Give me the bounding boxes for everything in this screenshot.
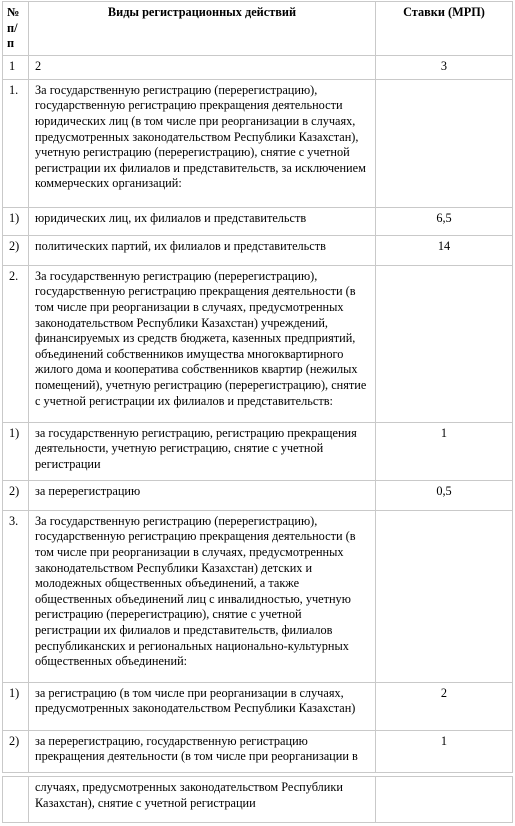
row-num: 1. [3, 79, 29, 207]
row-text: За государственную регистрацию (перерегистрацию), государственную регистрацию прекращения деятельности (в том числе при реорганизации в случаях, предусмотренных законодательством Республики Казахстан) детских и молодежных общественных объединений, а также общественных объединений лиц с инвалидностью, учетную регистрацию (перерегистрацию), снятие с учетной регистрации их филиалов и представительств, филиалов республиканских и региональных национально-культурных общественных объединений: [29, 510, 376, 682]
registration-rates-table [2, 1, 513, 773]
row-text: за перерегистрацию, государственную регистрацию прекращения деятельности (в том числе при реорганизации в [29, 730, 376, 772]
row-num: 1 [3, 55, 29, 79]
table-row [3, 682, 513, 730]
row-rate [376, 777, 513, 823]
row-num: 2) [3, 730, 29, 772]
row-num: 2) [3, 235, 29, 265]
table-row [3, 207, 513, 235]
row-num: 3. [3, 510, 29, 682]
table-row [3, 265, 513, 422]
row-num: 1) [3, 207, 29, 235]
table-row [3, 422, 513, 480]
row-text: за перерегистрацию [29, 480, 376, 510]
row-text: 2 [29, 55, 376, 79]
row-rate [376, 265, 513, 422]
row-num: 1) [3, 422, 29, 480]
row-rate: 6,5 [376, 207, 513, 235]
row-num: 1) [3, 682, 29, 730]
row-rate: 0,5 [376, 480, 513, 510]
row-text: За государственную регистрацию (перерегистрацию), государственную регистрацию прекращения деятельности юридических лиц (в том числе при реорганизации в случаях, предусмотренных законодательством Республики Казахстан), учетную регистрацию (перерегистрацию), снятие с учетной регистрации их филиалов и представительств, за исключением коммерческих организаций: [29, 79, 376, 207]
table-row [3, 79, 513, 207]
row-rate: 3 [376, 55, 513, 79]
row-rate [376, 510, 513, 682]
row-num: 2. [3, 265, 29, 422]
registration-rates-table-continued [2, 776, 513, 823]
row-num [3, 777, 29, 823]
row-text: случаях, предусмотренных законодательством Республики Казахстан), снятие с учетной регистрации [29, 777, 376, 823]
header-rate: Ставки (МРП) [376, 2, 513, 56]
header-num: № п/п [3, 2, 29, 56]
table-row-continued [3, 777, 513, 823]
table-row [3, 235, 513, 265]
table-row [3, 510, 513, 682]
row-num: 2) [3, 480, 29, 510]
row-text: за регистрацию (в том числе при реорганизации в случаях, предусмотренных законодательством Республики Казахстан) [29, 682, 376, 730]
row-rate: 1 [376, 730, 513, 772]
row-text: за государственную регистрацию, регистрацию прекращения деятельности, учетную регистрацию, снятие с учетной регистрации [29, 422, 376, 480]
row-rate: 14 [376, 235, 513, 265]
row-rate: 2 [376, 682, 513, 730]
table-row [3, 730, 513, 772]
row-rate [376, 79, 513, 207]
header-name: Виды регистрационных действий [29, 2, 376, 56]
table-row [3, 480, 513, 510]
table-row [3, 55, 513, 79]
row-text: политических партий, их филиалов и представительств [29, 235, 376, 265]
row-text: За государственную регистрацию (перерегистрацию), государственную регистрацию прекращения деятельности (в том числе при реорганизации в случаях, предусмотренных законодательством Республики Казахстан) учреждений, финансируемых из средств бюджета, казенных предприятий, объединений собственников имущества многоквартирного жилого дома и кооператива собственников квартир (нежилых помещений), учетную регистрацию (перерегистрацию), снятие с учетной регистрации их филиалов и представительств: [29, 265, 376, 422]
row-text: юридических лиц, их филиалов и представительств [29, 207, 376, 235]
table-header-row [3, 2, 513, 56]
row-rate: 1 [376, 422, 513, 480]
